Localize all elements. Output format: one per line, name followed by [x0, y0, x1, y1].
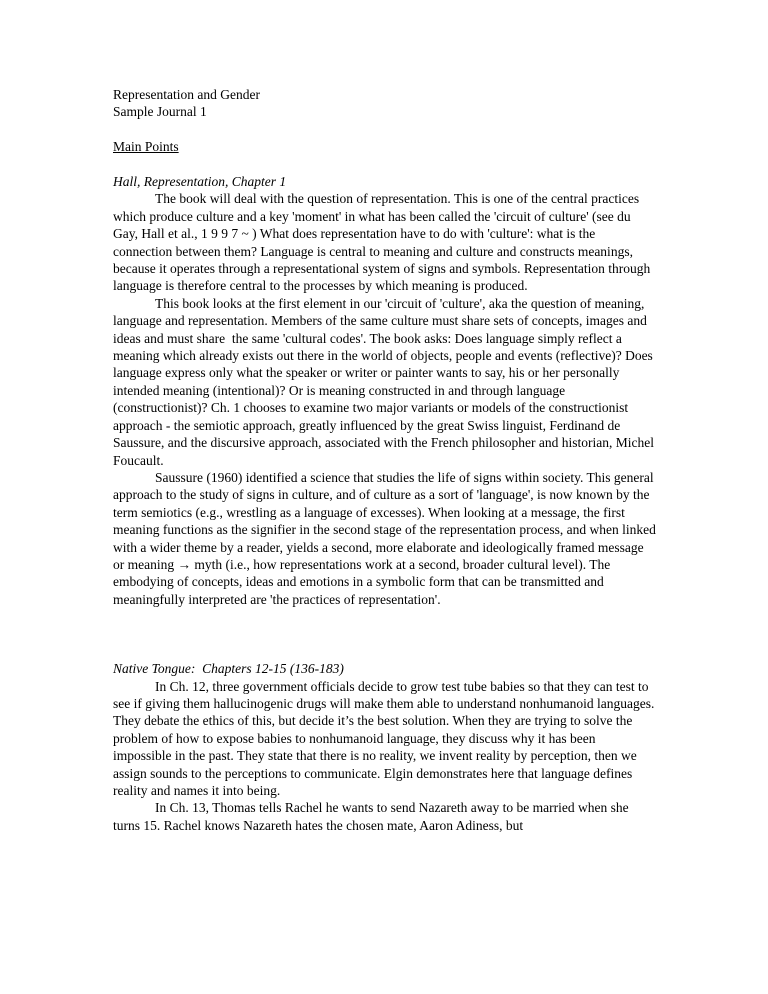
section-title-native-tongue: Native Tongue: Chapters 12-15 (136-183) — [113, 661, 344, 677]
paragraph: This book looks at the first element in our 'circuit of 'culture', aka the question of meaning, language and representation. Members of the same culture must share sets of concepts, images and ideas and must share the same 'cultural codes'. The book asks: Does language simply reflect a meaning which already exists out there in the world of objects, people and events (reflective)? Does language express only what the speaker or writer or painter wants to say, his or her personally intended meaning (intentional)? Or is meaning constructed in and through language (constructionist)? Ch. 1 chooses to examine two major variants or models of the constructionist approach - the semiotic approach, greatly influenced by the great Swiss linguist, Ferdinand de Saussure, and the discursive approach, associated with the French philosopher and historian, Michel Foucault. — [113, 295, 658, 468]
document-title-line-1: Representation and Gender — [113, 87, 260, 102]
paragraph: The book will deal with the question of representation. This is one of the central practices which produce culture and a key 'moment' in what has been called the 'circuit of culture' (see du Gay, Hall et al., 1 9 9 7 ~ ) What does representation have to do with 'culture': what is the connection between them? Language is central to meaning and culture and constructs meanings, because it operates through a representational system of signs and symbols. Representation through language is therefore central to the processes by which meaning is produced. — [113, 191, 654, 294]
section-title-hall: Hall, Representation, Chapter 1 — [113, 174, 287, 189]
paragraph: Saussure (1960) identified a science that studies the life of signs within society. This general approach to the study of signs in culture, and of culture as a sort of 'language', is now known by the term semiotics (e.g., wrestling as a language of excesses). When looking at a message, the first meaning functions as the signifier in the second stage of the representation process, and when linked with a wider theme by a reader, yields a second, more elaborate and ideologically framed message or meaning → myth (i.e., how representations work at a second, broader cultural level). The embodying of concepts, ideas and emotions in a symbolic form that can be transmitted and meaningfully interpreted are 'the practices of representation'. — [113, 469, 660, 607]
main-points-heading: Main Points — [113, 139, 179, 155]
document-title-line-2: Sample Journal 1 — [113, 104, 207, 120]
paragraph: In Ch. 13, Thomas tells Rachel he wants to send Nazareth away to be married when she turns 15. Rachel knows Nazareth hates the chosen mate, Aaron Adiness, but — [113, 800, 632, 833]
paragraph: In Ch. 12, three government officials decide to grow test tube babies so that they can test to see if giving them hallucinogenic drugs will make them able to understand nonhumanoid languages. They debate the ethics of this, but decide it’s the best solution. When they are trying to solve the problem of how to expose babies to nonhumanoid language, they discuss why it has been impossible in the past. They state that there is no reality, we invent reality by perception, then we assign sounds to the perceptions to communicate. Elgin demonstrates here that language defines reality and names it into being. — [113, 678, 658, 798]
